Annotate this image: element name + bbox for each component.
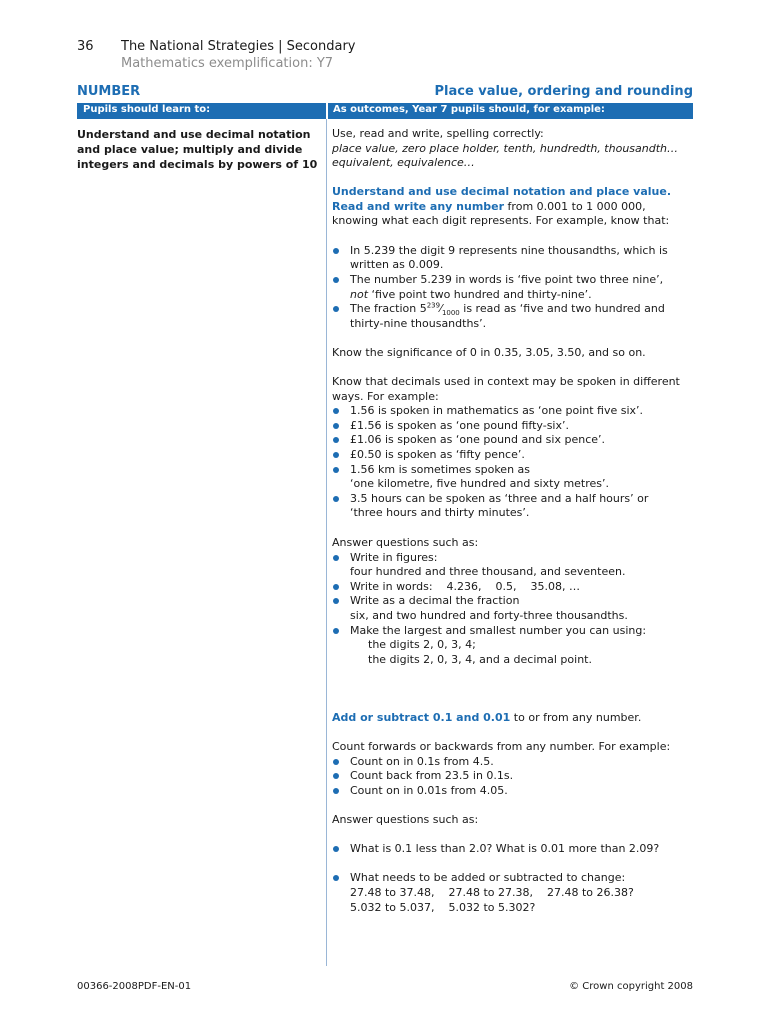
- not-emphasis: not: [350, 287, 369, 301]
- column-divider: [326, 119, 327, 966]
- zero-significance-note: Know the significance of 0 in 0.35, 3.05, 3.50, and so on.: [332, 346, 646, 359]
- bullet-icon: [333, 248, 339, 254]
- bullet-icon: [333, 277, 339, 283]
- bullet-icon: [333, 423, 339, 429]
- topic-title: Place value, ordering and rounding: [434, 84, 693, 99]
- fraction-slash: ⁄: [440, 302, 442, 316]
- right-column-header: As outcomes, Year 7 pupils should, for example:: [333, 104, 605, 115]
- bullet-icon: [333, 452, 339, 458]
- list-item: What needs to be added or subtracted to change: 27.48 to 37.48, 27.48 to 27.38, 27.48 to 26.38? 5.032 to 5.037, 5.032 to 5.302?: [332, 871, 694, 915]
- section-heading-text: to or from any number.: [510, 711, 642, 724]
- bullet-icon: [333, 467, 339, 473]
- copyright-notice: © Crown copyright 2008: [569, 981, 693, 992]
- fraction-numerator: 239: [426, 301, 441, 310]
- bullet-icon: [333, 773, 339, 779]
- list-item: £1.06 is spoken as ‘one pound and six pence’.: [332, 433, 694, 448]
- list-item: In 5.239 the digit 9 represents nine thousandths, which is written as 0.009.: [332, 244, 694, 273]
- bullet-icon: [333, 875, 339, 881]
- list-item: Count on in 0.01s from 4.05.: [332, 784, 694, 799]
- list-item: £0.50 is spoken as ‘fifty pence’.: [332, 448, 694, 463]
- section-heading-emphasis: Add or subtract 0.1 and 0.01: [332, 711, 511, 724]
- decimal-notation-section: [332, 185, 694, 331]
- add-subtract-section: [332, 711, 694, 726]
- list-item: The number 5.239 in words is ‘five point two three nine’, not ‘five point two hundred and thirty-nine’.: [332, 273, 694, 302]
- counting-block: Count forwards or backwards from any number. For example: Count on in 0.1s from 4.5. Count back from 23.5 in 0.1s. Count on in 0.01s from 4.05.: [332, 740, 694, 798]
- list-item: 3.5 hours can be spoken as ‘three and a half hours’ or ‘three hours and thirty minutes’.: [332, 492, 694, 521]
- list-item: Count back from 23.5 in 0.1s.: [332, 769, 694, 784]
- list-item: The fraction $5^{239}⁄_{1000}$ is read as ‘five and two hundred and thirty-nine thousandths’.: [332, 302, 694, 331]
- vocab-line-2: equivalent, equivalence…: [332, 156, 475, 170]
- list-item: Count on in 0.1s from 4.5.: [332, 755, 694, 770]
- bullet-icon: [333, 788, 339, 794]
- fraction-denominator: 1000: [441, 309, 460, 318]
- spoken-decimals-block: Know that decimals used in context may be spoken in different ways. For example: 1.56 is spoken in mathematics as ‘one point five six’. £1.56 is spoken as ‘one pound fifty-six’. £1.06 is spoken as ‘one pound and six pence’. £0.50 is spoken as ‘fifty pence’. 1.56 km is sometimes spoken as ‘one kilometre, five hundred and sixty metres’. 3.5 hours can be spoken as ‘three and a half hours’ or ‘three hours and thirty minutes’.: [332, 375, 694, 521]
- document-subtitle: Mathematics exemplification: Y7: [121, 56, 334, 71]
- list-item: Write in figures: four hundred and three thousand, and seventeen.: [332, 551, 694, 580]
- list-item: £1.56 is spoken as ‘one pound fifty-six’.: [332, 419, 694, 434]
- table-header-bar: [77, 103, 693, 119]
- bullet-icon: [333, 437, 339, 443]
- bullet-icon: [333, 628, 339, 634]
- questions-block-2: Answer questions such as: What is 0.1 less than 2.0? What is 0.01 more than 2.09? What needs to be added or subtracted to change: 27.48 to 37.48, 27.48 to 27.38, 27.48 to 26.38? 5.032 to 5.037, 5.032 to 5.302?: [332, 813, 694, 915]
- section-heading: [332, 185, 694, 229]
- questions-block-1: Answer questions such as: Write in figures: four hundred and three thousand, and seventeen. Write in words: 4.236, 0.5, 35.08, … Write as a decimal the fraction six, and two hundred and forty-three thousandths. Make the largest and smallest number you can using: the digits 2, 0, 3, 4; the digits 2, 0, 3, 4, and a decimal point.: [332, 536, 694, 667]
- list-item: 1.56 km is sometimes spoken as ‘one kilometre, five hundred and sixty metres’.: [332, 463, 694, 492]
- section-heading-text: from 0.001 to 1 000 000, knowing what each digit represents. For example, know that:: [332, 199, 670, 228]
- bullet-icon: [333, 496, 339, 502]
- document-title: The National Strategies | Secondary: [121, 39, 356, 54]
- page-number: 36: [77, 39, 94, 54]
- objective-heading: Understand and use decimal notation and place value; multiply and divide integers and decimals by powers of 10: [77, 128, 318, 171]
- bullet-icon: [333, 759, 339, 765]
- bullet-icon: [333, 598, 339, 604]
- bullet-icon: [333, 555, 339, 561]
- list-item: What is 0.1 less than 2.0? What is 0.01 more than 2.09?: [332, 842, 694, 857]
- bullet-icon: [333, 846, 339, 852]
- header-separator: [326, 103, 328, 119]
- strand-label: NUMBER: [77, 84, 141, 99]
- left-column-header: Pupils should learn to:: [83, 104, 211, 115]
- vocab-intro: Use, read and write, spelling correctly:: [332, 127, 544, 140]
- document-code: 00366-2008PDF-EN-01: [77, 981, 192, 992]
- vocab-line-1: place value, zero place holder, tenth, hundredth, thousandth…: [332, 141, 679, 155]
- list-item: Make the largest and smallest number you can using: the digits 2, 0, 3, 4; the digits 2, 0, 3, 4, and a decimal point.: [332, 624, 694, 668]
- vocabulary-block: [332, 127, 694, 171]
- list-item: 1.56 is spoken in mathematics as ‘one point five six’.: [332, 404, 694, 419]
- list-item: Write in words: 4.236, 0.5, 35.08, …: [332, 580, 694, 595]
- list-item: Write as a decimal the fraction six, and two hundred and forty-three thousandths.: [332, 594, 694, 623]
- bullet-icon: [333, 408, 339, 414]
- bullet-icon: [333, 306, 339, 312]
- bullet-icon: [333, 584, 339, 590]
- section-heading-emphasis: Understand and use decimal notation and place value. Read and write any number: [332, 185, 672, 213]
